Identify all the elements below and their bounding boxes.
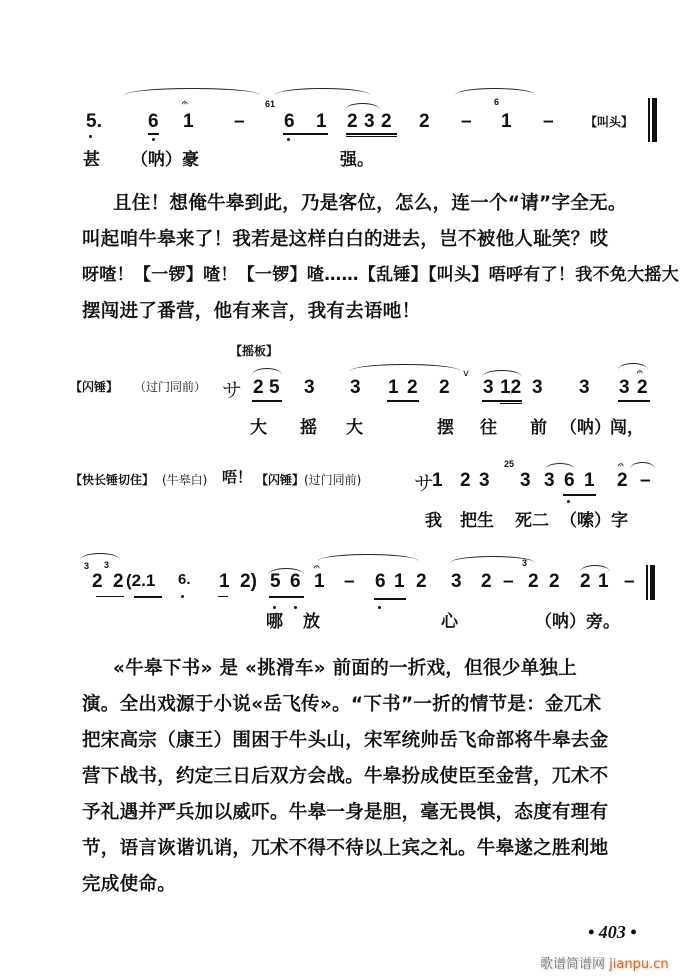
lyric: （呐）旁。 (535, 612, 620, 632)
speech-cue: (牛皋白) (162, 473, 208, 487)
dash: – (344, 571, 355, 592)
note: 3 (520, 470, 531, 491)
fermata-icon: 𝄐 (637, 367, 643, 378)
lyric: 哪 (266, 612, 283, 632)
slur (318, 554, 418, 561)
note: 1 (314, 571, 325, 592)
grace-note: 3 (104, 560, 110, 570)
note: 5 (269, 377, 280, 398)
percussion-cue: 【快长锤切住】 (70, 473, 155, 487)
low-octave-dot (287, 138, 290, 141)
free-meter-sign: サ (222, 378, 242, 402)
dash: – (640, 470, 651, 491)
breath-mark-icon: v (463, 368, 469, 379)
low-octave-dot (89, 135, 92, 138)
commentary-line: 完成使命。 (82, 874, 177, 895)
note: 2 (347, 111, 358, 132)
note: 2 (381, 111, 392, 132)
fermata-icon: 𝄐 (618, 460, 624, 471)
note: 3 (544, 470, 555, 491)
note: 3 (579, 377, 590, 398)
grace-note: 3 (84, 561, 90, 571)
note: 5. (86, 111, 102, 132)
percussion-cue: 【闪锤】 (70, 380, 119, 394)
note: 6 (290, 571, 301, 592)
watermark-en: jianpu.cn (609, 957, 669, 972)
grace-note: 3 (522, 558, 528, 568)
dash: – (461, 111, 472, 132)
note: (2.1 (126, 571, 156, 590)
note: 3 (619, 377, 630, 398)
lyric: 大 (250, 418, 267, 438)
lyric: 把生 (460, 511, 494, 531)
exclamation: 唔！ (222, 468, 253, 486)
lyric: 我 (425, 511, 442, 531)
note: 1 (501, 111, 512, 132)
note: 6 (148, 111, 159, 132)
tempo-tag: 【摇板】 (230, 344, 279, 358)
low-octave-dot (567, 500, 570, 503)
note: 2 (637, 377, 648, 398)
percussion-cue: 【叫头】 (585, 115, 634, 129)
lyric: 大 (346, 418, 363, 438)
commentary-line: 节，语言诙谐讥诮，兀术不得不待以上宾之礼。牛皋遂之胜利地 (82, 838, 609, 859)
note: 3 (304, 377, 315, 398)
note: 2 (407, 377, 418, 398)
lyric: 摇 (300, 418, 317, 438)
low-octave-dot (273, 606, 276, 609)
underline (500, 403, 522, 404)
low-octave-dot (181, 595, 184, 598)
commentary-line: «牛皋下书» 是 «挑滑车» 前面的一折戏，但很少单独上 (113, 658, 578, 679)
lyric: 放 (303, 612, 320, 632)
dialogue-line: 摆闯进了番营，他有来言，我有去语吔！ (82, 301, 421, 322)
underline (148, 133, 159, 135)
underline (218, 596, 228, 597)
slur (618, 363, 648, 370)
underline (482, 400, 522, 402)
note: 2 (416, 571, 427, 592)
slur (545, 463, 575, 470)
low-octave-dot (378, 606, 381, 609)
note: 6 (375, 571, 386, 592)
slur (345, 103, 380, 110)
note: 2 (549, 571, 560, 592)
low-octave-dot (294, 606, 297, 609)
note: 1 (394, 571, 405, 592)
dash: – (234, 111, 245, 132)
note: 2 (481, 571, 492, 592)
commentary-line: 把宋高宗（康王）围困于牛头山，宋军统帅岳飞命部将牛皋去金 (82, 730, 609, 751)
note: 3 (532, 377, 543, 398)
note: 3 (451, 571, 462, 592)
underline (346, 136, 397, 137)
lyric: 摆 (437, 418, 454, 438)
final-barline (646, 565, 648, 600)
final-barline (650, 565, 655, 600)
commentary-line: 营下战书，约定三日后双方会战。牛皋扮成使臣至金营，兀术不 (82, 766, 609, 787)
dash: – (503, 571, 514, 592)
note: 6 (284, 111, 295, 132)
lyric: 心 (441, 612, 458, 632)
dash: – (624, 571, 635, 592)
slur (630, 462, 655, 469)
underline (387, 400, 419, 402)
slur (80, 553, 120, 560)
note: 1 (432, 470, 443, 491)
slur (482, 370, 522, 377)
lyric: 死二 (515, 511, 549, 531)
underline (252, 400, 282, 402)
note: 3 (479, 470, 490, 491)
lyric: 强。 (340, 150, 374, 170)
note: 3 (483, 377, 494, 398)
dialogue-line: 呀喳！【一锣】喳！【一锣】喳……【乱锤】【叫头】唔呼有了！我不免大摇大 (82, 265, 679, 285)
final-barline (648, 98, 650, 142)
lyric: （嗦）字 (560, 511, 628, 531)
note: 1 (388, 377, 399, 398)
watermark (540, 953, 669, 972)
note: 2 (253, 377, 264, 398)
underline (283, 133, 328, 135)
note: 5 (270, 571, 281, 592)
grace-note: 6 (494, 97, 500, 107)
note: 6 (564, 470, 575, 491)
note: 2 (419, 111, 430, 132)
free-meter-sign: サ (414, 471, 434, 495)
slur (455, 88, 535, 95)
note: 12 (500, 377, 522, 398)
note: 1 (219, 571, 230, 592)
fermata-icon: 𝄐 (182, 98, 188, 109)
underline (563, 494, 596, 496)
slur (350, 364, 460, 371)
note: 2 (439, 377, 450, 398)
percussion-cue: 【闪锤】 (256, 473, 305, 487)
dash: – (543, 111, 554, 132)
interlude-note: （过门同前） (134, 380, 207, 394)
note: 1 (316, 111, 327, 132)
underline (374, 598, 406, 600)
note: 2 (113, 571, 124, 592)
note: 2 (92, 571, 103, 592)
commentary-line: 予礼遇并严兵加以威吓。牛皋一身是胆，毫无畏惧，态度有理有 (82, 802, 609, 823)
note: 2 (617, 470, 628, 491)
lyric: （呐）豪 (131, 150, 199, 170)
note: 1 (584, 470, 595, 491)
note: 2 (460, 470, 471, 491)
note: 2) (240, 571, 257, 592)
slur (125, 88, 260, 95)
page-number: • 403 • (588, 922, 637, 942)
grace-note: 25 (504, 459, 515, 469)
lyric: 前 (530, 418, 547, 438)
note: 6. (178, 571, 191, 588)
grace-note: 61 (265, 99, 276, 109)
note: 3 (350, 377, 361, 398)
lyric: 甚 (83, 150, 100, 170)
dialogue-line: 且住！想俺牛皋到此，乃是客位，怎么，连一个“请”字全无。 (113, 193, 627, 214)
note: 3 (364, 111, 375, 132)
underline (269, 596, 304, 598)
underline (134, 596, 162, 598)
lyric: 闯， (610, 418, 644, 438)
dialogue-line: 叫起咱牛皋来了！我若是这样白白的进去，岂不被他人耻笑？哎 (82, 229, 609, 250)
lyric: 往 (480, 418, 497, 438)
watermark-cn: 歌谱简谱网 (540, 957, 606, 972)
final-barline (652, 98, 657, 142)
note: 1 (183, 111, 194, 132)
slur (275, 88, 370, 95)
commentary-line: 演。全出戏源于小说«岳飞传»。“下书”一折的情节是：金兀术 (82, 694, 602, 715)
underline (96, 596, 124, 597)
interlude-note: (过门同前) (304, 473, 362, 487)
underline (618, 400, 650, 402)
slur (252, 368, 282, 375)
note: 2 (580, 571, 591, 592)
fermata-icon: 𝄐 (314, 562, 320, 573)
underline (346, 133, 397, 135)
note: 2 (528, 571, 539, 592)
lyric: （呐） (560, 418, 611, 438)
low-octave-dot (152, 138, 155, 141)
note: 1 (598, 571, 609, 592)
